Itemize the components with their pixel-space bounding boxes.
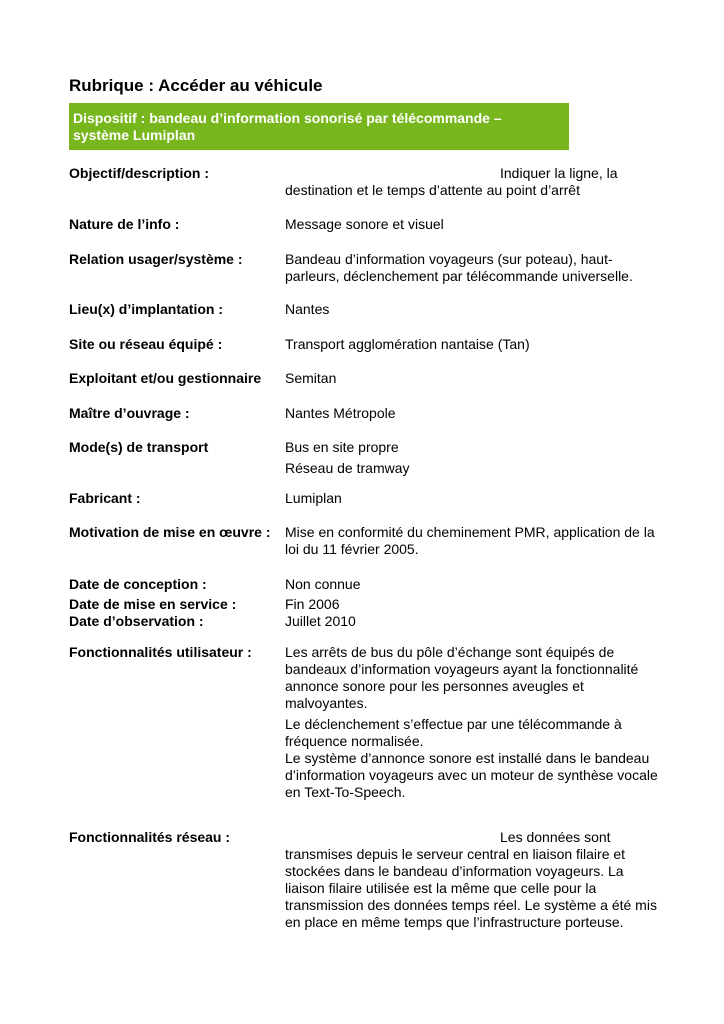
field-label-fonct-utilisateur: Fonctionnalités utilisateur : <box>69 644 252 660</box>
field-value-fabricant: Lumiplan <box>285 490 342 506</box>
page-title: Rubrique : Accéder au véhicule <box>69 76 323 95</box>
field-value-lieu: Nantes <box>285 301 330 317</box>
mode-item: Réseau de tramway <box>285 460 410 476</box>
field-value-fonct-utilisateur <box>285 644 665 801</box>
mode-item: Bus en site propre <box>285 439 399 455</box>
field-label-date-service: Date de mise en service : <box>69 596 237 612</box>
field-value-date-observation: Juillet 2010 <box>285 613 356 629</box>
field-label-exploitant: Exploitant et/ou gestionnaire <box>69 370 262 386</box>
field-label-date-conception: Date de conception : <box>69 576 207 592</box>
field-value-motivation: Mise en conformité du cheminement PMR, application de la loi du 11 février 2005. <box>285 524 655 557</box>
field-label-motivation: Motivation de mise en œuvre : <box>69 524 271 540</box>
field-label-lieu: Lieu(x) d’implantation : <box>69 301 223 317</box>
field-label-fonct-reseau: Fonctionnalités réseau : <box>69 829 231 845</box>
field-label-modes: Mode(s) de transport <box>69 439 209 455</box>
field-label-site: Site ou réseau équipé : <box>69 336 223 352</box>
field-label-fabricant: Fabricant : <box>69 490 141 506</box>
field-value-objectif: Indiquer la ligne, la destination et le temps d’attente au point d’arrêt <box>285 165 618 198</box>
field-value-maitre-ouvrage: Nantes Métropole <box>285 405 396 421</box>
dispositif-title: Dispositif : bandeau d’information sonorisé par télécommande – système Lumiplan <box>73 110 502 143</box>
paragraph: Le système d’annonce sonore est installé dans le bandeau d’information voyageurs avec un moteur de synthèse vocale en Text-To-Speech. <box>285 750 658 800</box>
field-value-date-conception: Non connue <box>285 576 361 592</box>
field-value-exploitant: Semitan <box>285 370 337 386</box>
field-value-site: Transport agglomération nantaise (Tan) <box>285 336 530 352</box>
field-label-maitre-ouvrage: Maître d’ouvrage : <box>69 405 190 421</box>
field-value-date-service: Fin 2006 <box>285 596 340 612</box>
field-value-nature: Message sonore et visuel <box>285 216 444 232</box>
field-label-objectif: Objectif/description : <box>69 165 210 181</box>
field-label-relation: Relation usager/système : <box>69 251 243 267</box>
field-label-date-observation: Date d’observation : <box>69 613 204 629</box>
paragraph: Le déclenchement s’effectue par une télécommande à fréquence normalisée. <box>285 716 622 749</box>
field-label-nature: Nature de l’info : <box>69 216 180 232</box>
field-value-relation: Bandeau d’information voyageurs (sur poteau), haut-parleurs, déclenchement par télécommande universelle. <box>285 251 633 284</box>
paragraph: Les arrêts de bus du pôle d’échange sont équipés de bandeaux d’information voyageurs ayant la fonctionnalité annonce sonore pour les personnes aveugles et malvoyantes. <box>285 644 639 711</box>
field-value-modes <box>285 439 665 477</box>
field-value-fonct-reseau: Les données sont transmises depuis le serveur central en liaison filaire et stockées dans le bandeau d’information voyageurs. La liaison filaire utilisée est la même que celle pour la transmission des données temps réel. Le système a été mis en place en même temps que l’infrastructure porteuse. <box>285 829 657 930</box>
dispositif-banner <box>69 103 569 150</box>
